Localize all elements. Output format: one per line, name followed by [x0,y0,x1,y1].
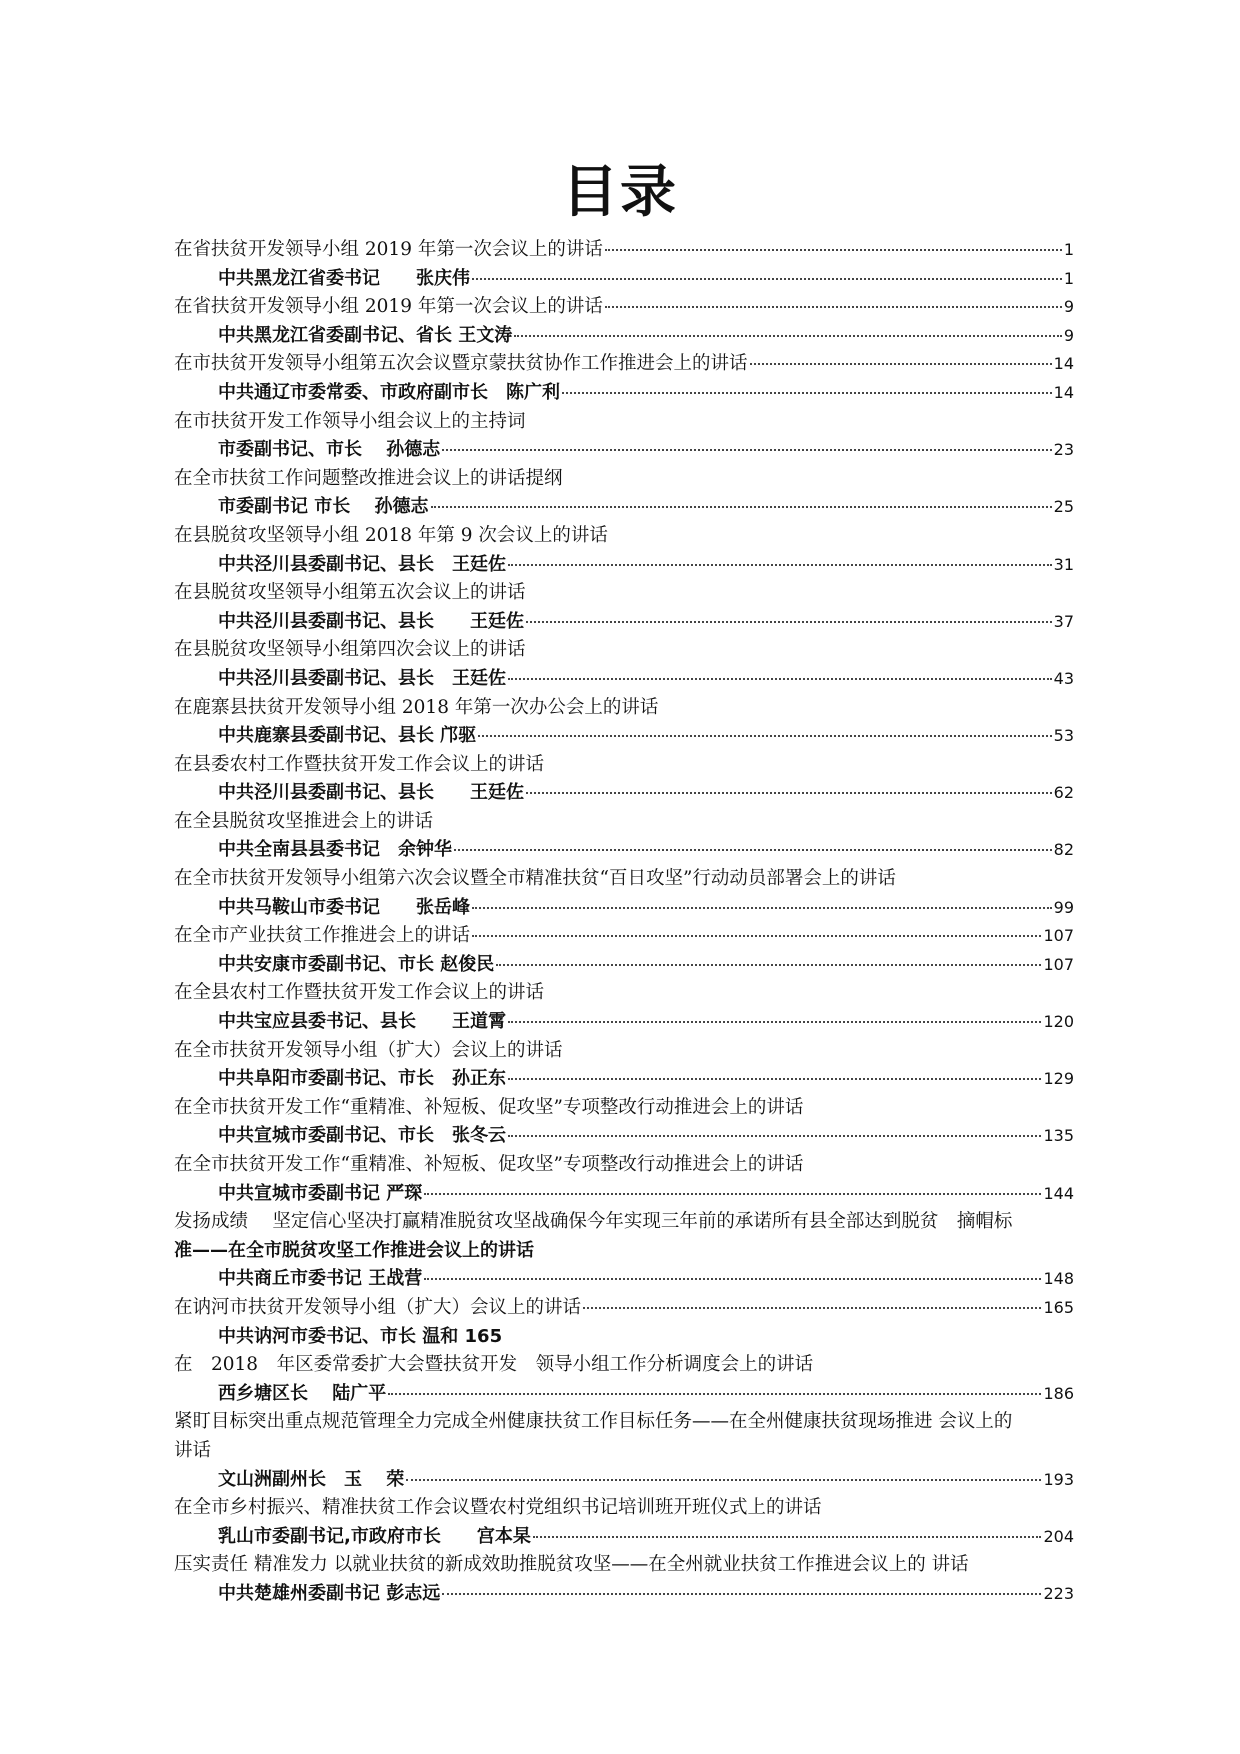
page-number: 82 [1053,840,1074,860]
dot-leader [472,278,1062,280]
page-number: 43 [1053,668,1074,688]
toc-entry-text: 在市扶贫开发工作领导小组会议上的主持词 [174,410,526,432]
toc-entry-text: 在全市扶贫开发工作“重精准、补短板、促攻坚”专项整改行动推进会上的讲话 [174,1154,804,1175]
toc-entry-text: 在讷河市扶贫开发领导小组（扩大）会议上的讲话 [174,1296,582,1318]
toc-entry-text: 中共安康市委副书记、市长 赵俊民 [218,953,495,975]
toc-entry-title[interactable] [174,579,1074,608]
toc-entry-text: 中共泾川县委副书记、县长 王廷佐 [218,553,506,575]
dot-leader [496,964,1041,966]
toc-entry-speaker[interactable] [174,551,1074,580]
toc-title: 目录 [562,159,678,225]
page-number: 9 [1063,297,1074,317]
toc-entry-text: 在全县脱贫攻坚推进会上的讲话 [174,810,434,832]
toc-entry-text: 中共马鞍山市委书记 张岳峰 [218,896,470,918]
dot-leader [388,1393,1041,1395]
toc-entry-text: 中共商丘市委书记 王战营 [218,1268,423,1290]
toc-entry-text: 市委副书记 市长 孙德志 [218,496,429,518]
page-number: 193 [1043,1469,1074,1489]
toc-entry-title[interactable] [174,1208,1074,1237]
toc-entry-text: 在全市扶贫工作问题整改推进会议上的讲话提纲 [174,467,563,489]
dot-leader [472,935,1041,937]
toc-entry-speaker[interactable] [174,894,1074,923]
dot-leader [508,678,1052,680]
toc-entry-text: 在县脱贫攻坚领导小组第四次会议上的讲话 [174,639,526,661]
toc-entry-text: 乳山市委副书记,市政府市长 宫本杲 [218,1525,531,1547]
page-number: 62 [1053,783,1074,803]
page-number: 37 [1053,611,1074,631]
toc-entry-text: 在全市乡村振兴、精准扶贫工作会议暨农村党组织书记培训班开班仪式上的讲话 [174,1497,822,1519]
dot-leader [424,1278,1041,1280]
page-number: 186 [1043,1383,1074,1403]
toc-entry-speaker[interactable] [174,1380,1074,1409]
toc-entry-text: 中共讷河市委书记、市长 温和 165 [218,1325,503,1347]
page-number: 14 [1053,354,1074,374]
toc-entry-speaker[interactable] [174,1265,1074,1294]
toc-entry-text: 市委副书记、市长 孙德志 [218,439,441,461]
dot-leader [508,1135,1041,1137]
toc-entry-title[interactable] [174,1551,1074,1580]
toc-entry-text: 中共黑龙江省委书记 张庆伟 [218,267,470,289]
toc-entry-speaker[interactable] [174,379,1074,408]
toc-entry-text: 准——在全市脱贫攻坚工作推进会议上的讲话 [174,1239,534,1261]
toc-entry-speaker[interactable] [174,722,1074,751]
toc-entry-speaker[interactable] [174,1008,1074,1037]
toc-entry-title[interactable] [174,808,1074,837]
page-number: 14 [1053,382,1074,402]
toc-entry-text: 压实责任 精准发力 以就业扶贫的新成效助推脱贫攻坚——在全州就业扶贫工作推进会议上的 讲话 [174,1554,969,1576]
toc-entry-text: 在省扶贫开发领导小组 2019 年第一次会议上的讲话 [174,239,603,260]
dot-leader [605,306,1062,308]
toc-entry-speaker[interactable] [174,951,1074,980]
toc-entry-speaker[interactable] [174,836,1074,865]
dot-leader [431,506,1052,508]
page-number: 53 [1053,726,1074,746]
toc-entry-text: 在全市扶贫开发工作“重精准、补短板、促攻坚”专项整改行动推进会上的讲话 [174,1096,804,1118]
toc-entry-text: 在县脱贫攻坚领导小组 2018 年第 9 次会议上的讲话 [174,524,608,546]
toc-entry-speaker[interactable] [174,1180,1074,1209]
toc-entry-text: 中共泾川县委副书记、县长 王廷佐 [218,610,524,632]
toc-entry-title[interactable] [174,293,1074,322]
toc-entry-text: 中共楚雄州委副书记 彭志远 [218,1582,441,1604]
toc-entry-text: 在全县农村工作暨扶贫开发工作会议上的讲话 [174,982,545,1004]
toc-entry-text: 在鹿寨县扶贫开发领导小组 2018 年第一次办公会上的讲话 [174,696,659,718]
toc-entry-text: 在市扶贫开发领导小组第五次会议暨京蒙扶贫协作工作推进会上的讲话 [174,353,748,375]
page-number: 25 [1053,497,1074,517]
page-number: 120 [1043,1012,1074,1032]
toc-entry-text: 在县脱贫攻坚领导小组第五次会议上的讲话 [174,582,526,604]
dot-leader [406,1479,1041,1481]
page-number: 165 [1043,1297,1074,1317]
dot-leader [508,1078,1041,1080]
toc-list [174,236,1074,1609]
toc-entry-title[interactable] [174,922,1074,951]
page-number: 129 [1043,1069,1074,1089]
toc-entry-title-cont[interactable] [174,1237,1074,1266]
dot-leader [472,907,1052,909]
toc-entry-text: 在 2018 年区委常委扩大会暨扶贫开发 领导小组工作分析调度会上的讲话 [174,1354,814,1376]
dot-leader [605,249,1062,251]
toc-entry-text: 在县委农村工作暨扶贫开发工作会议上的讲话 [174,753,545,775]
page-number: 135 [1043,1126,1074,1146]
toc-entry-title[interactable] [174,236,1074,265]
toc-entry-speaker[interactable] [174,1323,1074,1352]
toc-entry-title[interactable] [174,1094,1074,1123]
toc-entry-title[interactable] [174,1151,1074,1180]
toc-entry-text: 在全市产业扶贫工作推进会上的讲话 [174,925,471,947]
toc-entry-text: 中共鹿寨县委副书记、县长 邝驱 [218,725,477,747]
toc-entry-text: 中共通辽市委常委、市政府副市长 陈广利 [218,381,560,403]
toc-entry-text: 讲话 [174,1439,212,1461]
toc-entry-speaker[interactable] [174,493,1074,522]
toc-entry-title[interactable] [174,1351,1074,1380]
toc-entry-text: 中共宣城市委副书记 严琛 [218,1182,423,1204]
toc-entry-speaker[interactable] [174,436,1074,465]
toc-entry-title[interactable] [174,1494,1074,1523]
dot-leader [442,1593,1041,1595]
toc-entry-speaker[interactable] [174,1065,1074,1094]
toc-entry-speaker[interactable] [174,1466,1074,1495]
dot-leader [750,363,1052,365]
page-number: 148 [1043,1269,1074,1289]
dot-leader [514,335,1062,337]
page-number: 31 [1053,554,1074,574]
toc-entry-speaker[interactable] [174,1580,1074,1609]
toc-entry-speaker[interactable] [174,1523,1074,1552]
toc-entry-title[interactable] [174,408,1074,437]
toc-entry-speaker[interactable] [174,1122,1074,1151]
page-number: 1 [1063,268,1074,288]
toc-entry-speaker[interactable] [174,265,1074,294]
toc-entry-title[interactable] [174,522,1074,551]
toc-entry-title-cont[interactable] [174,1437,1074,1466]
dot-leader [526,621,1052,623]
toc-entry-text: 中共宣城市委副书记、市长 张冬云 [218,1125,506,1147]
page-number: 223 [1043,1583,1074,1603]
toc-entry-text: 紧盯目标突出重点规范管理全力完成全州健康扶贫工作目标任务——在全州健康扶贫现场推进 会议上的 [174,1411,1013,1433]
toc-entry-text: 在省扶贫开发领导小组 2019 年第一次会议上的讲话 [174,296,603,318]
toc-entry-text: 西乡塘区长 陆广平 [218,1382,387,1404]
dot-leader [454,849,1052,851]
toc-entry-title[interactable] [174,1037,1074,1066]
toc-entry-title[interactable] [174,465,1074,494]
dot-leader [526,792,1052,794]
toc-entry-text: 文山洲副州长 玉 荣 [218,1468,405,1490]
toc-entry-text: 在全市扶贫开发领导小组（扩大）会议上的讲话 [174,1039,563,1061]
dot-leader [562,392,1052,394]
toc-entry-speaker[interactable] [174,608,1074,637]
toc-entry-title[interactable] [174,865,1074,894]
dot-leader [424,1193,1041,1195]
page-number: 204 [1043,1526,1074,1546]
toc-entry-speaker[interactable] [174,779,1074,808]
dot-leader [508,564,1052,566]
toc-entry-title[interactable] [174,350,1074,379]
dot-leader [478,735,1051,737]
dot-leader [533,1536,1042,1538]
toc-entry-speaker[interactable] [174,322,1074,351]
toc-entry-speaker[interactable] [174,665,1074,694]
toc-entry-text: 在全市扶贫开发领导小组第六次会议暨全市精准扶贫“百日攻坚”行动动员部署会上的讲话 [174,868,896,890]
dot-leader [583,1307,1041,1309]
toc-entry-title[interactable] [174,1408,1074,1437]
toc-entry-text: 发扬成绩 坚定信心坚决打赢精准脱贫攻坚战确保今年实现三年前的承诺所有县全部达到脱贫 摘帽标 [174,1211,1013,1233]
toc-entry-title[interactable] [174,751,1074,780]
dot-leader [508,1021,1041,1023]
page-number: 1 [1063,240,1074,259]
page-number: 107 [1043,926,1074,946]
toc-entry-title[interactable] [174,636,1074,665]
toc-entry-text: 中共全南县县委书记 余钟华 [218,839,452,861]
toc-entry-text: 中共阜阳市委副书记、市长 孙正东 [218,1068,506,1090]
page-number: 23 [1053,440,1074,460]
page-number: 99 [1053,897,1074,917]
toc-entry-title[interactable] [174,1294,1074,1323]
toc-entry-title[interactable] [174,979,1074,1008]
toc-entry-text: 中共宝应县委书记、县长 王道霄 [218,1011,506,1033]
page-number: 9 [1063,325,1074,345]
toc-entry-text: 中共泾川县委副书记、县长 王廷佐 [218,667,506,689]
toc-entry-text: 中共泾川县委副书记、县长 王廷佐 [218,782,524,804]
page-number: 107 [1043,954,1074,974]
toc-entry-title[interactable] [174,694,1074,723]
page-number: 144 [1043,1183,1074,1203]
toc-entry-text: 中共黑龙江省委副书记、省长 王文涛 [218,324,513,346]
dot-leader [442,449,1051,451]
